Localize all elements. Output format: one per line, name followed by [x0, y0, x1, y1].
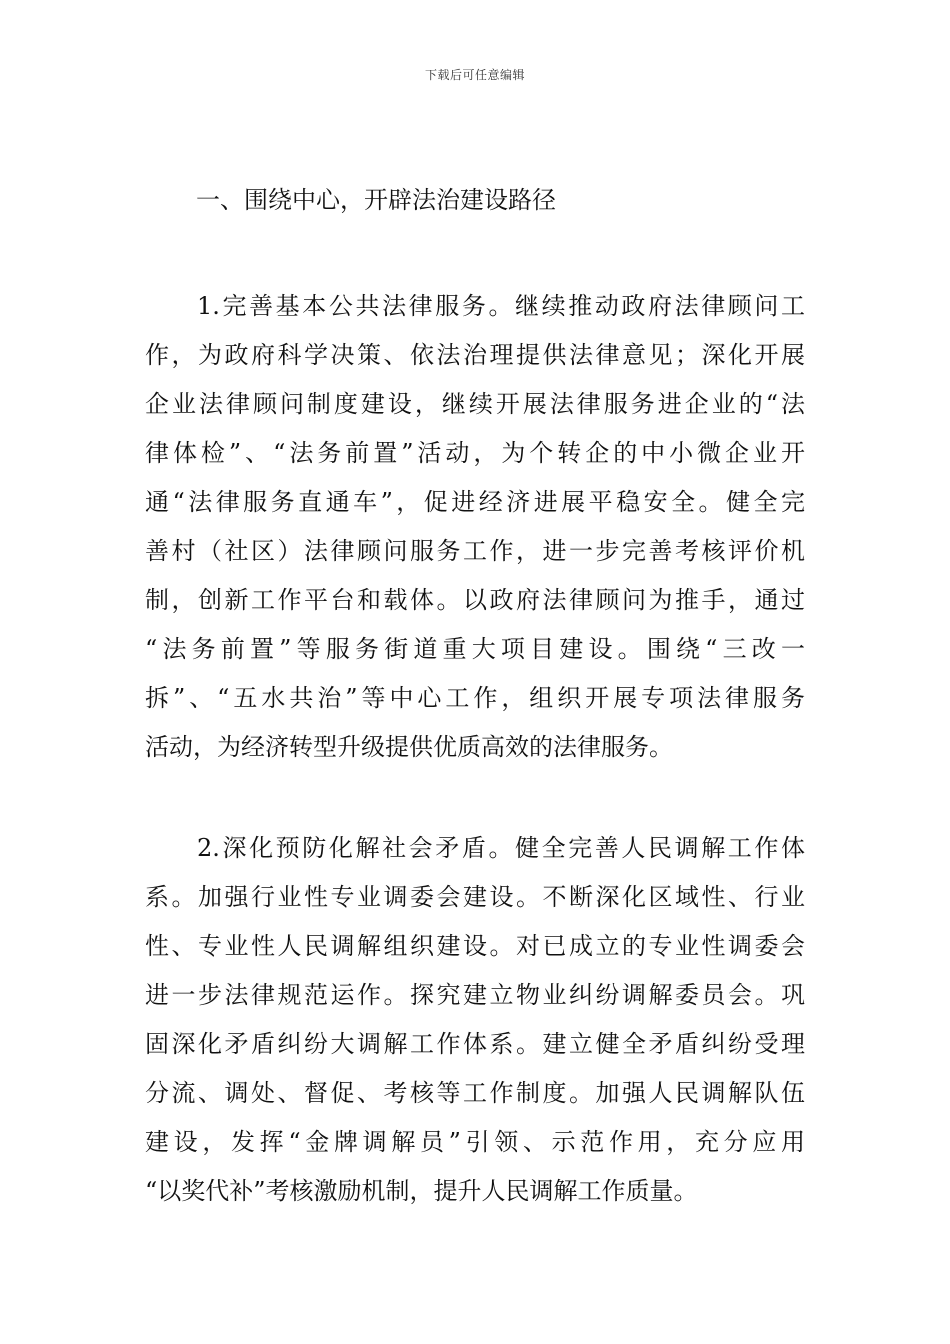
- section-heading: 一、围绕中心，开辟法治建设路径: [196, 186, 556, 214]
- paragraph-line: 性、专业性人民调解组织建设。对已成立的专业性调委会: [145, 932, 805, 960]
- paragraph-line: 进一步法律规范运作。探究建立物业纠纷调解委员会。巩: [145, 981, 805, 1009]
- paragraph-line: 分流、调处、督促、考核等工作制度。加强人民调解队伍: [145, 1079, 805, 1107]
- paragraph-line: “法务前置”等服务街道重大项目建设。围绕“三改一: [145, 635, 805, 663]
- paragraph-line: “以奖代补”考核激励机制，提升人民调解工作质量。: [145, 1177, 698, 1205]
- paragraph-line: 1.完善基本公共法律服务。继续推动政府法律顾问工: [197, 292, 805, 320]
- paragraph-line: 活动，为经济转型升级提供优质高效的法律服务。: [145, 733, 673, 761]
- paragraph-1: [145, 282, 805, 772]
- paragraph-line: 2.深化预防化解社会矛盾。健全完善人民调解工作体: [197, 834, 805, 862]
- paragraph-line: 建设，发挥“金牌调解员”引领、示范作用，充分应用: [145, 1128, 805, 1156]
- paragraph-line: 制，创新工作平台和载体。以政府法律顾问为推手，通过: [145, 586, 805, 614]
- paragraph-line: 拆”、“五水共治”等中心工作，组织开展专项法律服务: [145, 684, 805, 712]
- paragraph-line: 固深化矛盾纠纷大调解工作体系。建立健全矛盾纠纷受理: [145, 1030, 805, 1058]
- paragraph-line: 系。加强行业性专业调委会建设。不断深化区域性、行业: [145, 883, 805, 911]
- paragraph-2: [145, 824, 805, 1216]
- paragraph-line: 企业法律顾问制度建设，继续开展法律服务进企业的“法: [145, 390, 805, 418]
- paragraph-line: 律体检”、“法务前置”活动，为个转企的中小微企业开: [145, 439, 805, 467]
- paragraph-line: 作，为政府科学决策、依法治理提供法律意见；深化开展: [145, 341, 805, 369]
- paragraph-line: 通“法律服务直通车”，促进经济进展平稳安全。健全完: [145, 488, 805, 516]
- paragraph-line: 善村（社区）法律顾问服务工作，进一步完善考核评价机: [145, 537, 805, 565]
- header-note: 下载后可任意编辑: [424, 68, 525, 82]
